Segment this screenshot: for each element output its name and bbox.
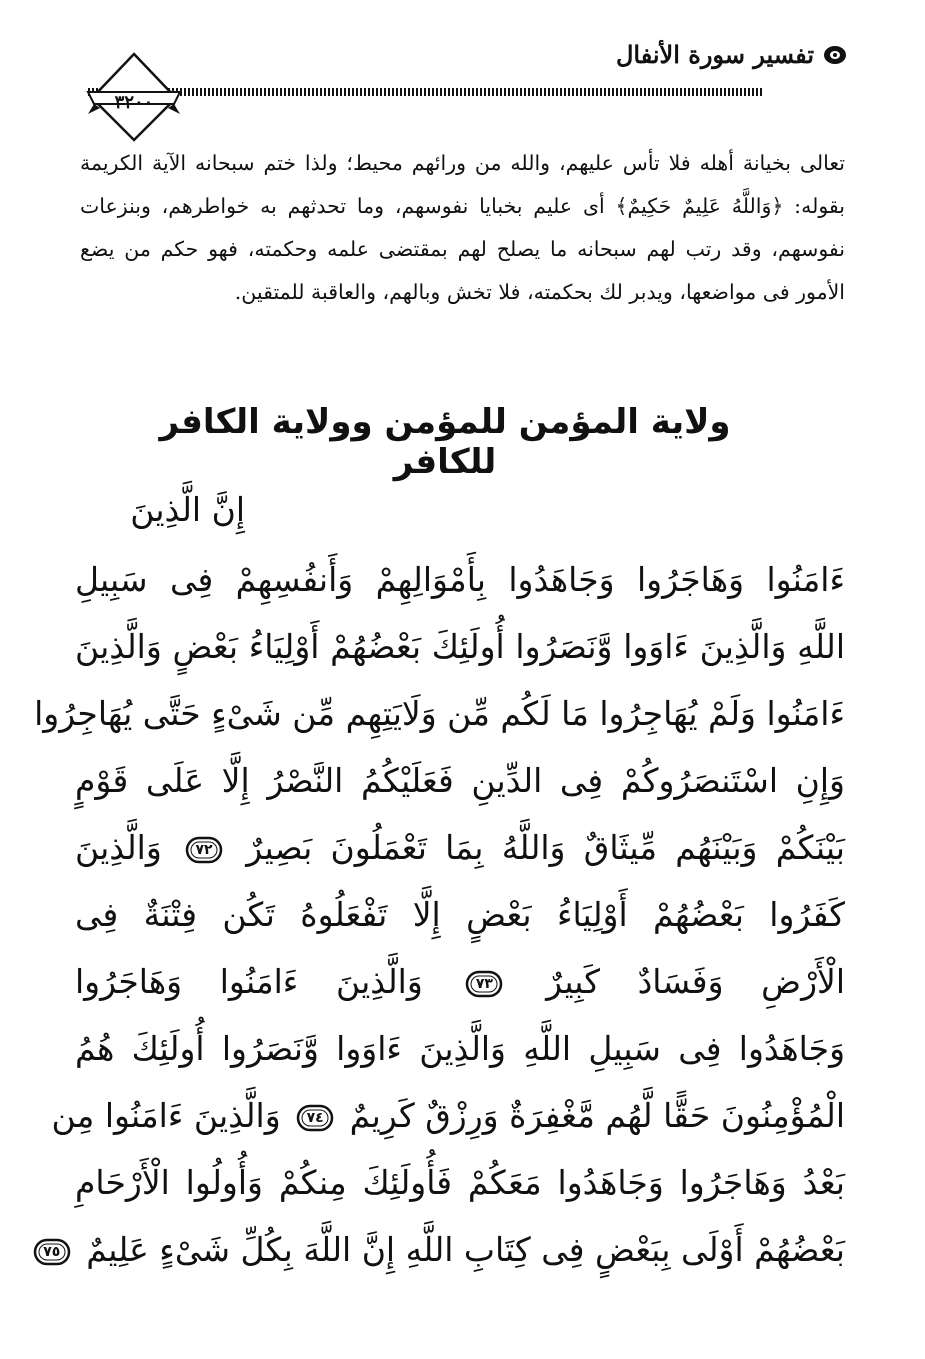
quran-line: بَعْضُهُمْ أَوْلَى بِبَعْضٍ فِى كِتَابِ اللَّهِ إِنَّ اللَّهَ بِكُلِّ شَىْءٍ عَلِيمٌ ٧٥ xyxy=(75,1216,845,1283)
running-title xyxy=(616,40,848,69)
quran-lines xyxy=(34,546,845,1283)
flower-ornament-icon xyxy=(822,44,848,66)
quran-line: الْمُؤْمِنُونَ حَقًّا لَّهُم مَّغْفِرَةٌ وَرِزْقٌ كَرِيمٌ ٧٤ وَالَّذِينَ ءَامَنُوا مِن xyxy=(51,1096,845,1135)
page-header xyxy=(88,30,848,140)
commentary-text: تعالى بخيانة أهله فلا تأس عليهم، والله من ورائهم محيط؛ ولذا ختم سبحانه الآية الكريمة بقوله: ﴿وَاللَّهُ عَلِيمٌ حَكِيمٌ﴾ أى عليم بخبايا نفوسهم، وما تحدثهم به خواطرهم، وبنزعات نفوسهم، وقد رتب لهم سبحانه ما يصلح لهم بمقتضى علمه وحكمته، فهو حكم من يضع الأمور فى مواضعها، ويدبر لك بحكمته، فلا تخش وبالهم، والعاقبة للمتقين. xyxy=(80,151,845,304)
quran-line: وَجَاهَدُوا فِى سَبِيلِ اللَّهِ وَالَّذِينَ ءَاوَوا وَّنَصَرُوا أُولَئِكَ هُمُ xyxy=(75,1029,845,1068)
ayah-number-marker: ٧٥ xyxy=(32,1237,72,1267)
quran-line: كَفَرُوا بَعْضُهُمْ أَوْلِيَاءُ بَعْضٍ إِلَّا تَفْعَلُوهُ تَكُن فِتْنَةٌ فِى xyxy=(75,895,845,934)
quran-line: بَعْدُ وَهَاجَرُوا وَجَاهَدُوا مَعَكُمْ فَأُولَئِكَ مِنكُمْ وَأُولُوا الْأَرْحَامِ xyxy=(75,1163,845,1202)
section-heading: ولاية المؤمن للمؤمن وولاية الكافر للكافر xyxy=(159,402,731,482)
quran-line: ءَامَنُوا وَلَمْ يُهَاجِرُوا مَا لَكُم مِّن وَلَايَتِهِم مِّن شَىْءٍ حَتَّى يُهَاجِرُوا xyxy=(34,694,845,733)
quran-passage xyxy=(34,480,845,1283)
running-title-text: تفسير سورة الأنفال xyxy=(615,40,814,69)
ayah-number-marker: ٧٤ xyxy=(295,1103,335,1133)
ayah-number-marker: ٧٢ xyxy=(184,835,224,865)
ayah-number-marker: ٧٣ xyxy=(464,969,504,999)
header-rule xyxy=(88,88,763,96)
quran-line: ءَامَنُوا وَهَاجَرُوا وَجَاهَدُوا بِأَمْوَالِهِمْ وَأَنفُسِهِمْ فِى سَبِيلِ xyxy=(75,560,845,599)
quran-opening: إِنَّ الَّذِينَ xyxy=(130,490,245,529)
quran-line: بَيْنَكُمْ وَبَيْنَهُم مِّيثَاقٌ وَاللَّهُ بِمَا تَعْمَلُونَ بَصِيرٌ ٧٢ وَالَّذِينَ xyxy=(75,828,845,867)
quran-line: الْأَرْضِ وَفَسَادٌ كَبِيرٌ ٧٣ وَالَّذِينَ ءَامَنُوا وَهَاجَرُوا xyxy=(75,962,845,1001)
quran-line: اللَّهِ وَالَّذِينَ ءَاوَوا وَّنَصَرُوا أُولَئِكَ بَعْضُهُمْ أَوْلِيَاءُ بَعْضٍ وَالَّذِينَ xyxy=(75,627,845,666)
quran-line: وَإِنِ اسْتَنصَرُوكُمْ فِى الدِّينِ فَعَلَيْكُمُ النَّصْرُ إِلَّا عَلَى قَوْمٍ xyxy=(75,761,845,800)
page-number: ٣٢٠٠ xyxy=(114,92,154,113)
commentary-paragraph xyxy=(80,142,845,314)
